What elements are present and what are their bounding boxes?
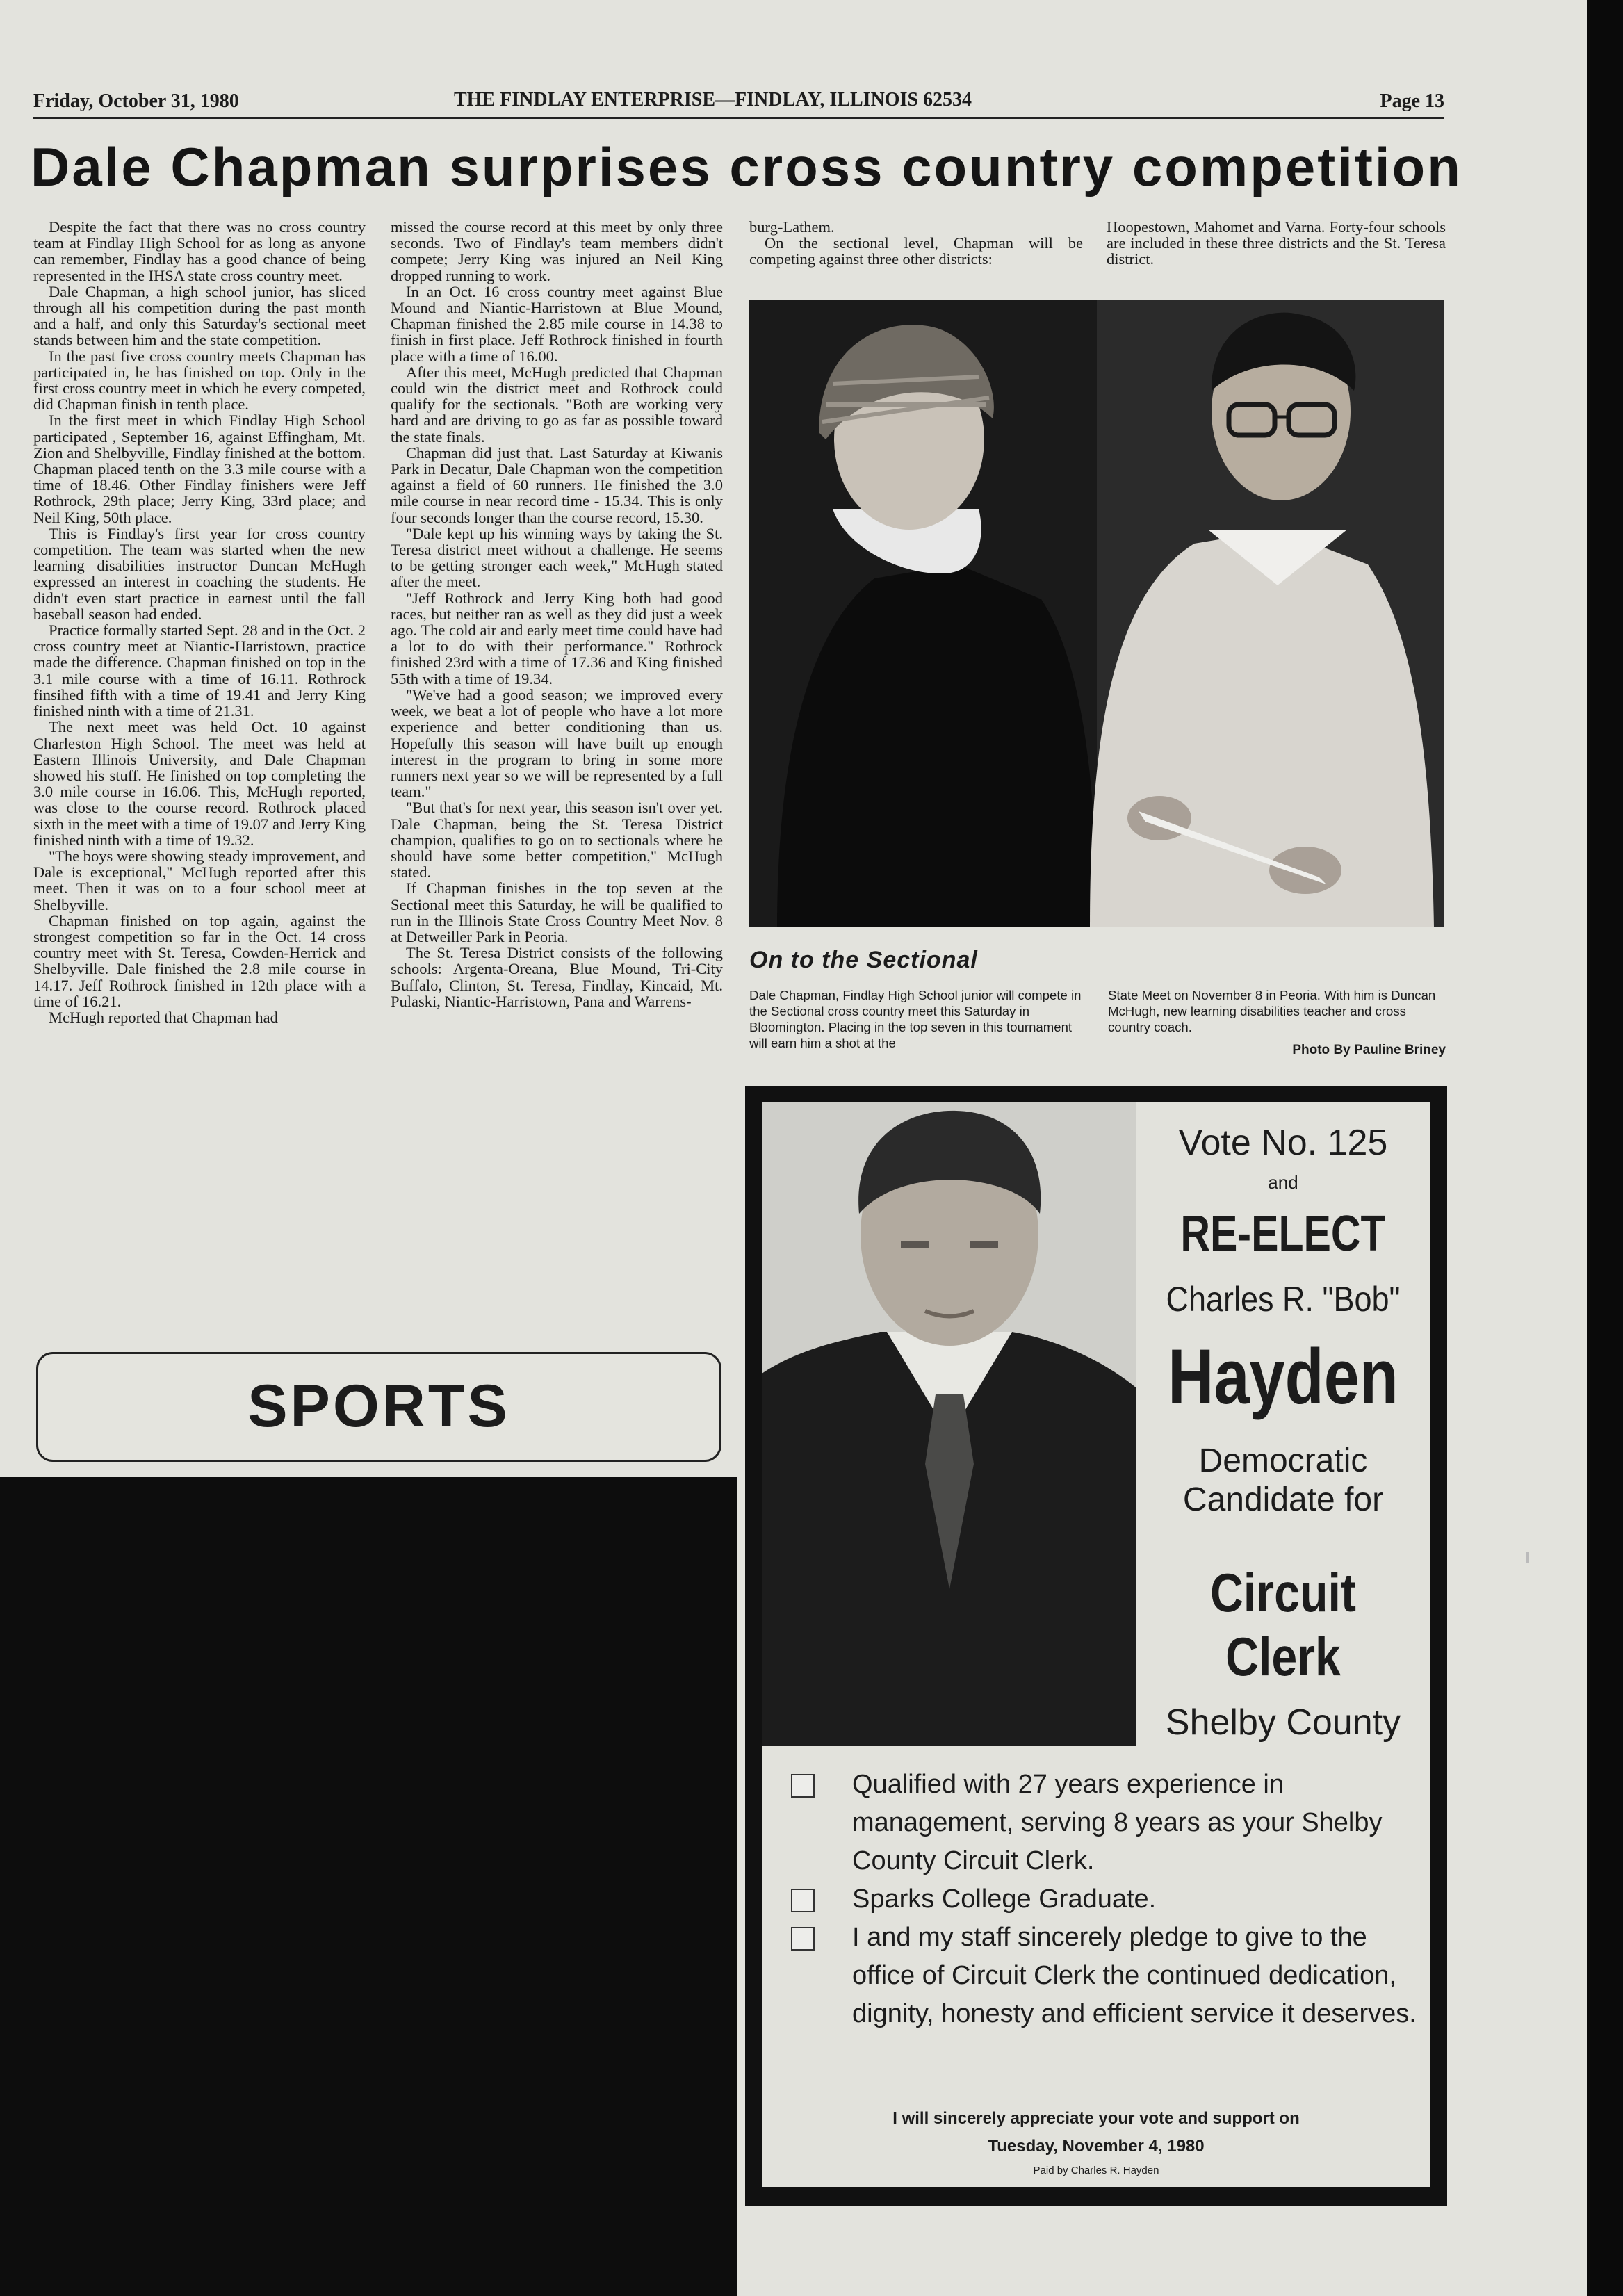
county-label: Shelby County <box>1165 1702 1401 1743</box>
paragraph: Hoopestown, Mahomet and Varna. Forty-four schools are included in these three districts and the St. Teresa district. <box>1107 218 1446 268</box>
paragraph: "But that's for next year, this season isn't over yet. Dale Chapman, being the St. Teresa District champion, qualifies to go on to sectionals where he should have some better competition," McHugh stated. <box>391 799 723 881</box>
reelect-heading: RE-ELECT <box>1180 1206 1386 1262</box>
paragraph: "The boys were showing steady improvement, and Dale is exceptional," McHugh reported after this meet. Then it was on to a four school meet at Shelbyville. <box>33 847 366 913</box>
photo-caption-right: State Meet on November 8 in Peoria. With him is Duncan McHugh, new learning disabilities teacher and cross country coach. <box>1108 988 1436 1034</box>
list-item-text: I and my staff sincerely pledge to give to the office of Circuit Clerk the continued dedication, dignity, honesty and efficient service it deserves. <box>852 1923 1417 2028</box>
paragraph: In an Oct. 16 cross country meet against Blue Mound and Niantic-Harristown at Blue Mound, Chapman finished the 2.85 mile course in 14.38 to finish in first place. Jeff Rothrock finished in fourth place with a time of 16.00. <box>391 282 723 365</box>
checkbox-icon <box>791 1774 815 1798</box>
paragraph: McHugh reported that Chapman had <box>49 1008 278 1026</box>
candidate-portrait <box>762 1102 1136 1746</box>
paragraph: If Chapman finishes in the top seven at the Sectional meet this Saturday, he will be qualified to run in the Illinois State Cross Country Meet Nov. 8 at Detweiller Park in Peoria. <box>391 879 723 945</box>
paragraph: "Jeff Rothrock and Jerry King both had good races, but neither ran as well as they did just a week ago. The cold air and early meet time could have had a lot to do with their performance." Rothrock finished 23rd with a time of 17.36 and King finished 55th with a time of 19.34. <box>391 589 723 687</box>
paragraph: This is Findlay's first year for cross country competition. The team was started when the new learning disabilities instructor Duncan McHugh expressed an interest in coaching the students. He didn't even start practice in earnest until the fall baseball season had ended. <box>33 524 366 623</box>
checkbox-icon <box>791 1927 815 1951</box>
list-item <box>777 1766 1417 1880</box>
news-photo <box>749 300 1444 927</box>
paragraph: Despite the fact that there was no cross country team at Findlay High School for as long as anyone can remember, Findlay has a good chance of being represented in the IHSA state cross country meet. <box>33 218 366 284</box>
paragraph: In the first meet in which Findlay High School participated , September 16, against Effingham, Mt. Zion and Shelbyville, Findlay finished at the bottom. Chapman placed tenth on the 3.3 mile course with a time of 18.46. Other Findlay finishers were Jeff Rothrock, 29th place; Jerry King, 33rd place; and Neil King, 50th place. <box>33 412 366 526</box>
paragraph: Chapman did just that. Last Saturday at Kiwanis Park in Decatur, Dale Chapman won the competition against a field of 60 runners. He finished the 3.0 mile course in near record time - 15.34. This is only four seconds longer than the course record, 15.30. <box>391 443 723 526</box>
page-number: Page 13 <box>1380 90 1444 112</box>
paragraph: Chapman finished on top again, against the strongest competition so far in the Oct. 14 cross country meet with St. Teresa, Cowden-Herrick and Shelbyville. Dale finished the 2.8 mile course in 14.17. Jeff Rothrock finished in 12th place with a time of 16.21. <box>33 911 366 1010</box>
page-header <box>33 89 1444 119</box>
paragraph: On the sectional level, Chapman will be competing against three other districts: <box>749 234 1083 268</box>
scan-background <box>0 1477 737 2296</box>
office-line-2: Clerk <box>1225 1626 1341 1687</box>
article-column-2 <box>391 219 723 1317</box>
section-label: SPORTS <box>247 1373 510 1440</box>
checkbox-icon <box>791 1889 815 1912</box>
paragraph: missed the course record at this meet by only three seconds. Two of Findlay's team members didn't compete; Jerry King was injured an Neil King dropped running to work. <box>391 218 723 284</box>
candidate-for-label: Candidate for <box>1182 1481 1384 1518</box>
candidate-photo <box>762 1102 1136 1746</box>
photo-caption-title: On to the Sectional <box>749 947 978 973</box>
paragraph: "Dale kept up his winning ways by taking the St. Teresa district meet without a challenge. He seems to be getting stronger each week," McHugh stated after the meet. <box>391 524 723 591</box>
ad-appeal <box>762 2105 1430 2160</box>
article-column-3 <box>749 219 1083 268</box>
scan-speck <box>1526 1552 1529 1563</box>
paragraph: In the past five cross country meets Chapman has participated in, he has finished on top. Only in the first cross country meet in which he every competed, did Chapman finish in tenth place. <box>33 347 366 414</box>
political-advertisement <box>745 1086 1447 2206</box>
list-item <box>777 1919 1417 2033</box>
issue-date: Friday, October 31, 1980 <box>33 90 239 112</box>
paid-by-notice: Paid by Charles R. Hayden <box>1033 2165 1159 2176</box>
qualification-list <box>777 1766 1417 2033</box>
candidate-surname: Hayden <box>1168 1333 1398 1420</box>
two-people-photo <box>749 300 1444 927</box>
paragraph: burg-Lathem. <box>749 218 835 236</box>
ad-conjunction: and <box>1268 1172 1298 1193</box>
article-headline: Dale Chapman surprises cross country competition <box>31 136 1462 197</box>
article-column-1 <box>33 219 366 1317</box>
masthead: THE FINDLAY ENTERPRISE—FINDLAY, ILLINOIS 62534 <box>454 89 972 111</box>
party-label: Democratic <box>1198 1442 1368 1479</box>
paragraph: Practice formally started Sept. 28 and in the Oct. 2 cross country meet at Niantic-Harristown, practice made the difference. Chapman finished on top in the 3.1 mile course with a time of 16.11. Rothrock finsihed fifth with a time of 19.41 and Jerry King finished ninth with a time of 21.31. <box>33 621 366 720</box>
list-item-text: Sparks College Graduate. <box>852 1884 1157 1914</box>
candidate-first-name: Charles R. "Bob" <box>1166 1280 1401 1319</box>
list-item-text: Qualified with 27 years experience in management, serving 8 years as your Shelby County Circuit Clerk. <box>852 1770 1383 1875</box>
ballot-number: Vote No. 125 <box>1178 1123 1388 1163</box>
photo-credit: Photo By Pauline Briney <box>1292 1043 1446 1057</box>
ad-panel <box>762 1102 1430 2187</box>
paragraph: "We've had a good season; we improved every week, we beat a lot of people who have a lot more experience and better conditioning than us. Hopefully this season will have built up enough interest in the program to bring in some more runners next year so we will be represented by a full team." <box>391 685 723 801</box>
list-item <box>777 1880 1417 1919</box>
paragraph: Dale Chapman, a high school junior, has sliced through all his competition during the past month and a half, and only this Saturday's sectional meet stands between him and the state competition. <box>33 282 366 349</box>
paragraph: The St. Teresa District consists of the following schools: Argenta-Oreana, Blue Mound, Tri-City Buffalo, Clinton, St. Teresa, Findlay, Kincaid, Mt. Pulaski, Niantic-Harristown, Pana and Warrens- <box>391 944 723 1010</box>
office-line-1: Circuit <box>1210 1562 1356 1623</box>
paragraph: The next meet was held Oct. 10 against Charleston High School. The meet was held at Eastern Illinois University, and Dale Chapman showed his stuff. He finished on top completing the 3.0 mile course in 16.06. This, McHugh reported, was close to the course record. Rothrock placed sixth in the meet with a time of 19.07 and Jerry King finished ninth with a time of 19.32. <box>33 718 366 849</box>
scan-edge <box>1587 0 1623 2296</box>
appeal-line-1: I will sincerely appreciate your vote and support on <box>892 2109 1300 2128</box>
section-banner <box>36 1352 721 1462</box>
photo-caption-left: Dale Chapman, Findlay High School junior will compete in the Sectional cross country meet this Saturday in Bloomington. Placing in the top seven in this tournament will earn him a shot at the <box>749 988 1082 1050</box>
paragraph: After this meet, McHugh predicted that Chapman could win the district meet and Rothrock could qualify for the sectionals. "Both are working very hard and are driving to go as far as possible toward the state finals. <box>391 363 723 446</box>
election-date: Tuesday, November 4, 1980 <box>988 2137 1205 2156</box>
article-column-4 <box>1107 219 1446 268</box>
